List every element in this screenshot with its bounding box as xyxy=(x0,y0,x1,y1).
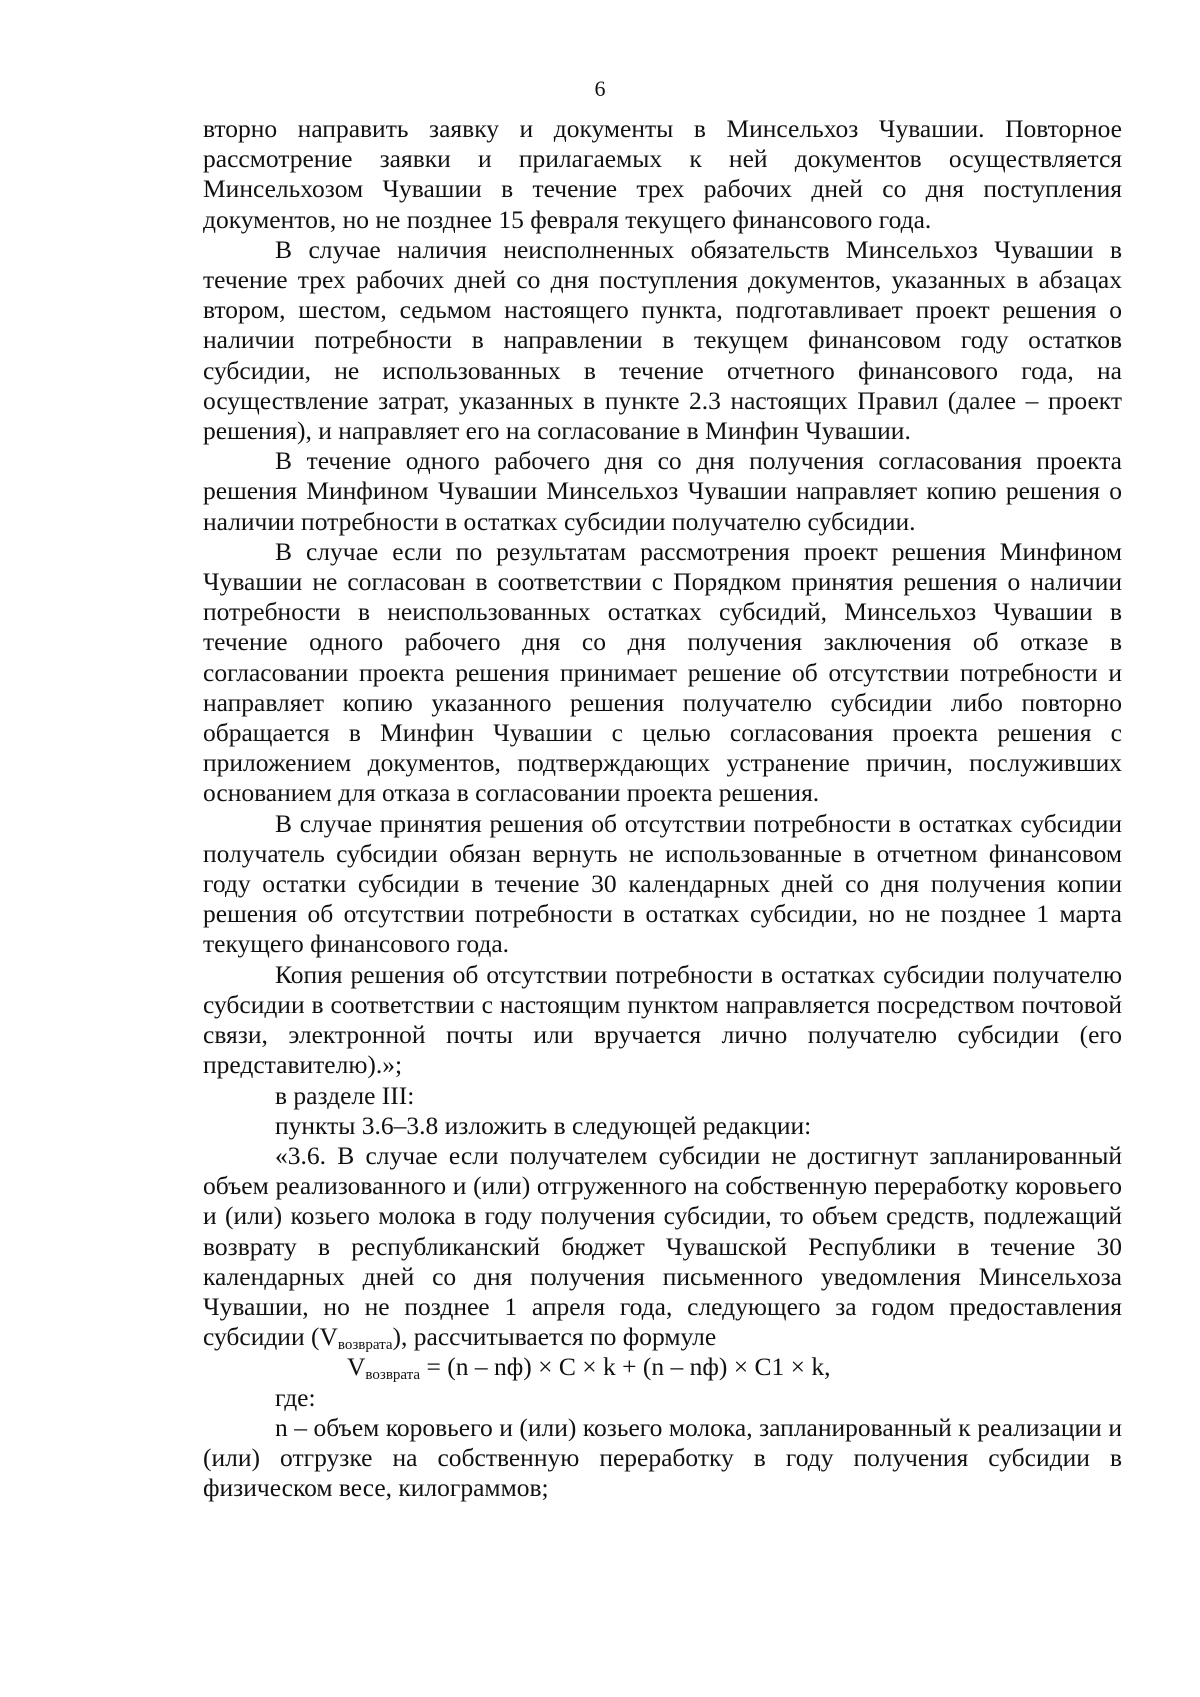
paragraph-item-3-6 xyxy=(203,1141,1122,1352)
document-body xyxy=(203,114,1122,1503)
formula-lhs-subscript: возврата xyxy=(365,1367,421,1384)
formula-rhs: = (n – nф) × C × k + (n – nф) × C1 × k, xyxy=(420,1352,831,1382)
formula-lhs: V xyxy=(347,1352,366,1382)
paragraph-not-approved: В случае если по результатам рассмотрения проект решения Минфином Чувашии не согласован в соответствии с Порядком принятия решения о наличии потребности в неиспользованных остатках субсидий, Минсельхоз Чувашии в течение одного рабочего дня со дня получения заключения об отказе в согласовании проекта решения принимает решение об отсутствии потребности и направляет копию указанного решения получателю субсидии либо повторно обращается в Минфин Чувашии с целью согласования проекта решения с приложением документов, подтверждающих устранение причин, послуживших основанием для отказа в согласовании проекта решения. xyxy=(203,536,1122,808)
v-symbol: V xyxy=(319,1322,338,1352)
where-label: где: xyxy=(275,1382,316,1412)
paragraph-refund-obligation: В случае принятия решения об отсутствии потребности в остатках субсидии получатель субсидии обязан вернуть не использованные в отчетном финансовом году остатки субсидии в течение 30 календарных дней со дня получения копии решения об отсутствии потребности в остатках субсидии, но не позднее 1 марта текущего финансового года. xyxy=(203,808,1122,959)
paragraph-copy-delivery: Копия решения об отсутствии потребности в остатках субсидии получателю субсидии в соответствии с настоящим пунктом направляется посредством почтовой связи, электронной почты или вручается лично получателю субсидии (его представителю).»; xyxy=(203,959,1122,1080)
paragraph-unfulfilled-obligations: В случае наличия неисполненных обязательств Минсельхоз Чувашии в течение трех рабочих дней со дня поступления документов, указанных в абзацах втором, шестом, седьмом настоящего пункта, подготавливает проект решения о наличии потребности в направлении в текущем финансовом году остатков субсидии, не использованных в течение отчетного финансового года, на осуществление затрат, указанных в пункте 2.3 настоящих Правил (далее – проект решения), и направляет его на согласование в Минфин Чувашии. xyxy=(203,234,1122,446)
page-number: 6 xyxy=(594,76,606,101)
paragraph-amend-items: пункты 3.6–3.8 изложить в следующей редакции: xyxy=(275,1110,812,1140)
item-3-6-text: «3.6. В случае если получателем субсидии не достигнут запланированный объем реализованного и (или) отгруженного на собственную переработку коровьего и (или) козьего молока в году получения субсидии, то объем средств, подлежащий возврату в республиканский бюджет Чувашской Республики в течение 30 календарных дней со дня получения письменного уведомления Минсельхоза Чувашии, но не позднее 1 апреля года, следующего за годом предоставления субсидии ( xyxy=(203,1140,1122,1352)
item-3-6-tail: ), рассчитывается по формуле xyxy=(392,1322,717,1352)
paragraph-section-iii: в разделе III: xyxy=(275,1080,415,1110)
v-subscript: возврата xyxy=(337,1337,393,1354)
definition-n: n – объем коровьего и (или) козьего молока, запланированный к реализации и (или) отгрузке на собственную переработку в году получения субсидии в физическом весе, килограммов; xyxy=(203,1412,1122,1503)
paragraph-approval-copy: В течение одного рабочего дня со дня получения согласования проекта решения Минфином Чувашии Минсельхоз Чувашии направляет копию решения о наличии потребности в остатках субсидии получателю субсидии. xyxy=(203,446,1122,536)
refund-formula xyxy=(203,1352,1122,1382)
paragraph-continuation: вторно направить заявку и документы в Минсельхоз Чувашии. Повторное рассмотрение заявки и прилагаемых к ней документов осуществляется Минсельхозом Чувашии в течение трех рабочих дней со дня поступления документов, но не позднее 15 февраля текущего финансового года. xyxy=(203,114,1122,234)
